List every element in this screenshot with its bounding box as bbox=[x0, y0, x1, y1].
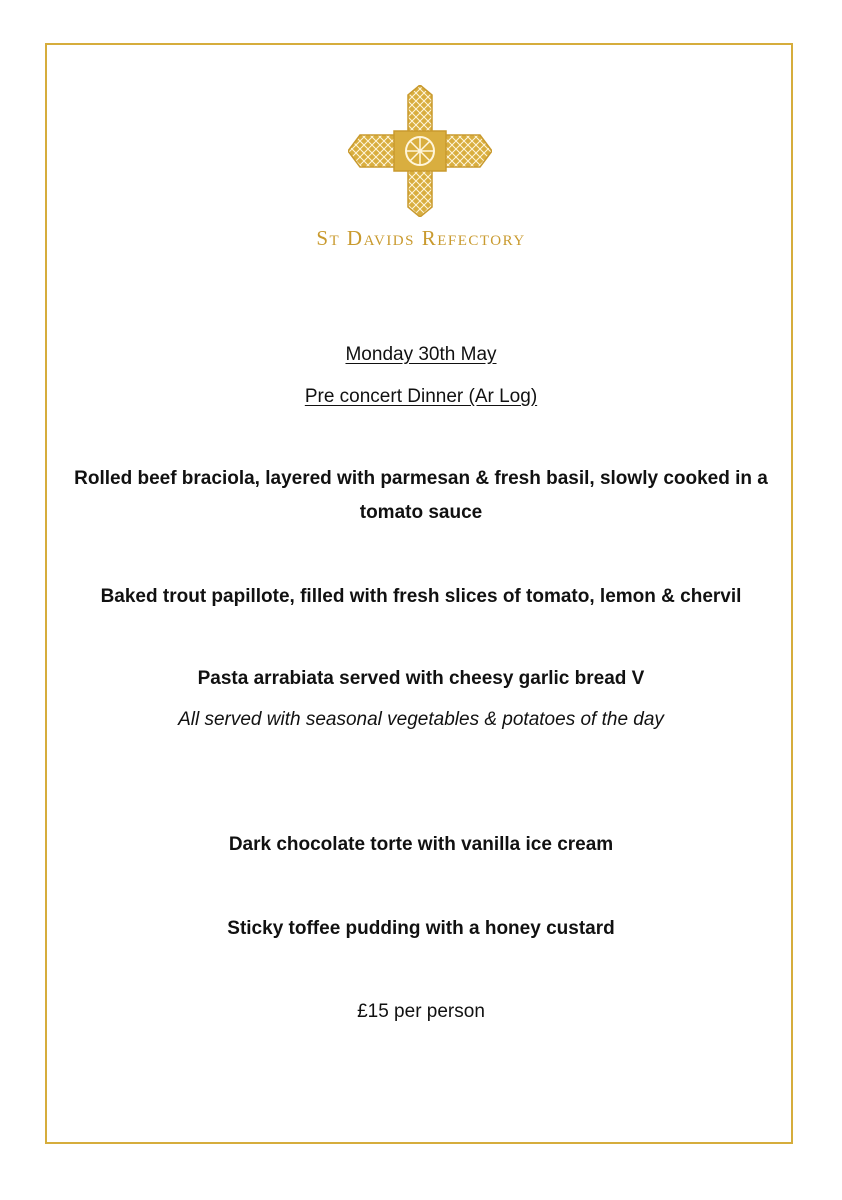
main-course-item: Baked trout papillote, filled with fresh slices of tomato, lemon & chervil bbox=[100, 586, 742, 607]
celtic-cross-icon bbox=[348, 85, 492, 217]
main-course-item: Pasta arrabiata served with cheesy garlic bread V bbox=[197, 668, 645, 689]
main-course-item: Rolled beef braciola, layered with parmesan & fresh basil, slowly cooked in a tomato sauce bbox=[74, 468, 768, 523]
restaurant-name: St Davids Refectory bbox=[316, 226, 526, 250]
mains-side-note: All served with seasonal vegetables & potatoes of the day bbox=[178, 709, 664, 730]
dessert-item: Dark chocolate torte with vanilla ice cream bbox=[228, 834, 614, 855]
menu-event-title: Pre concert Dinner (Ar Log) bbox=[304, 386, 538, 407]
menu-date: Monday 30th May bbox=[345, 344, 497, 365]
menu-price: £15 per person bbox=[357, 1001, 485, 1022]
dessert-item: Sticky toffee pudding with a honey custard bbox=[227, 918, 615, 939]
